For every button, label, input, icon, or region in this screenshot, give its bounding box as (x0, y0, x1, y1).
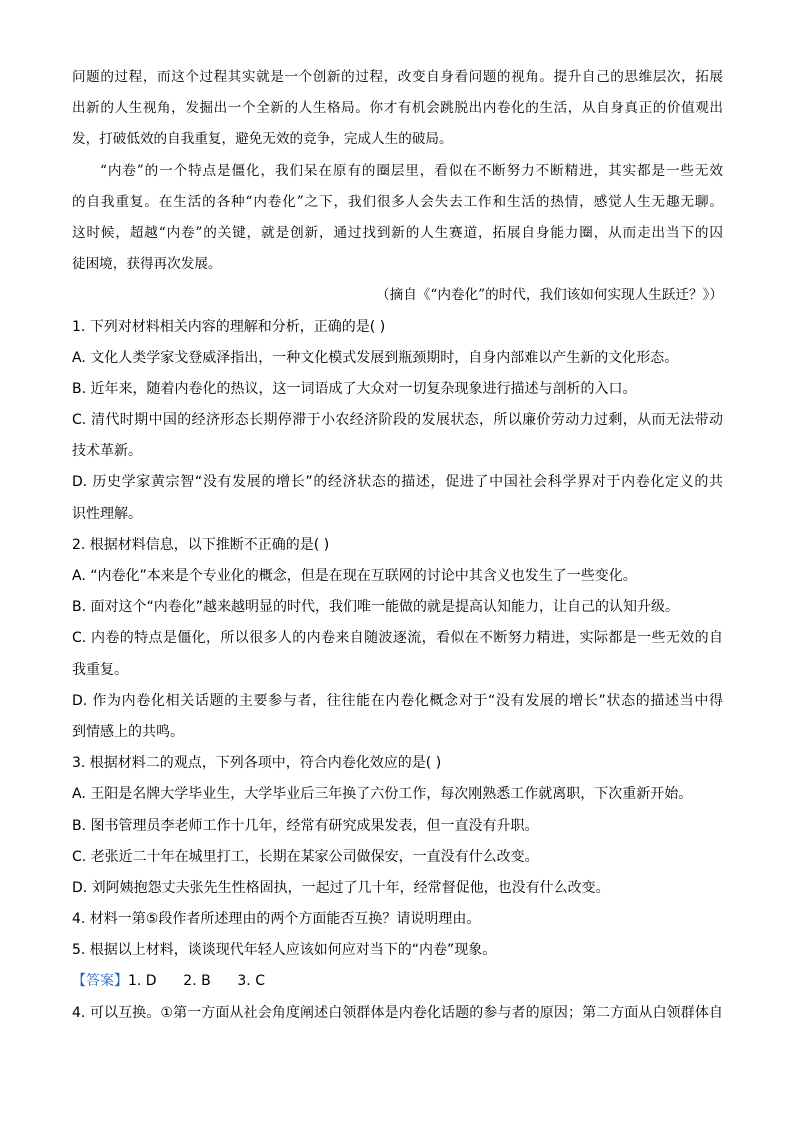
passage-line: 发，打破低效的自我重复，避免无效的竞争，完成人生的破局。 (72, 131, 453, 148)
passage-line: 的自我重复。在生活的各种“内卷化”之下，我们很多人会失去工作和生活的热情，感觉人生无趣无聊。 (72, 193, 723, 210)
option-d-cont: 识性理解。 (72, 505, 142, 522)
option-a: A. 文化人类学家戈登威泽指出，一种文化模式发展到瓶颈期时，自身内部难以产生新的文化形态。 (72, 349, 679, 366)
option-d: D. 刘阿姨抱怨丈夫张先生性格固执，一起过了几十年，经常督促他，也没有什么改变。 (72, 879, 610, 896)
passage (72, 62, 723, 312)
answer-q4: 4. 可以互换。①第一方面从社会角度阐述白领群体是内卷化话题的参与者的原因；第二方面从白领群体自 (72, 1004, 723, 1021)
option-a: A. 王阳是名牌大学毕业生，大学毕业后三年换了六份工作，每次刚熟悉工作就离职，下次重新开始。 (72, 786, 693, 803)
option-c: C. 内卷的特点是僵化，所以很多人的内卷来自随波逐流，看似在不断努力精进，实际都是一些无效的自 (72, 630, 723, 647)
answer-choices: 1. D 2. B 3. C (128, 973, 265, 990)
option-c: C. 老张近二十年在城里打工，长期在某家公司做保安，一直没有什么改变。 (72, 848, 539, 865)
option-d: D. 作为内卷化相关话题的主要参与者，往往能在内卷化概念对于“没有发展的增长”状态的描述当中得 (72, 692, 723, 709)
document-page (72, 62, 723, 1029)
question-4: 4. 材料一第⑤段作者所述理由的两个方面能否互换？请说明理由。 (72, 911, 481, 928)
citation: （摘自《“内卷化”的时代，我们该如何实现人生跃迁？》） (376, 287, 723, 304)
passage-line: 问题的过程，而这个过程其实就是一个创新的过程，改变自身看问题的视角。提升自己的思维层次，拓展 (72, 69, 723, 85)
option-b: B. 面对这个“内卷化”越来越明显的时代，我们唯一能做的就是提高认知能力，让自己的认知升级。 (72, 599, 680, 616)
question-2 (72, 530, 723, 748)
option-b: B. 近年来，随着内卷化的热议，这一词语成了大众对一切复杂现象进行描述与剖析的入口。 (72, 380, 637, 397)
option-c-cont: 技术革新。 (72, 443, 142, 460)
passage-line: 徒困境，获得再次发展。 (72, 256, 222, 273)
question-stem: 1. 下列对材料相关内容的理解和分析，正确的是( ) (72, 318, 386, 335)
answer-tag: 【答案】 (72, 973, 128, 990)
option-a: A. “内卷化”本来是个专业化的概念，但是在现在互联网的讨论中其含义也发生了一些变化。 (72, 568, 637, 584)
question-stem: 2. 根据材料信息，以下推断不正确的是( ) (72, 536, 330, 553)
option-c: C. 清代时期中国的经济形态长期停滞于小农经济阶段的发展状态，所以廉价劳动力过剩，从而无法带动 (72, 412, 723, 429)
question-stem: 3. 根据材料二的观点，下列各项中，符合内卷化效应的是( ) (72, 755, 442, 772)
question-1 (72, 312, 723, 530)
answer-line (72, 966, 723, 997)
question-3 (72, 748, 723, 904)
option-c-cont: 我重复。 (72, 661, 128, 678)
option-d: D. 历史学家黄宗智“没有发展的增长”的经济状态的描述，促进了中国社会科学界对于内卷化定义的共 (72, 474, 723, 491)
passage-line: 这时候，超越“内卷”的关键，就是创新，通过找到新的人生赛道，拓展自身能力圈，从而走出当下的囚 (72, 224, 723, 241)
question-5: 5. 根据以上材料，谈谈现代年轻人应该如何应对当下的“内卷”现象。 (72, 942, 497, 959)
passage-line: 出新的人生视角，发掘出一个全新的人生格局。你才有机会跳脱出内卷化的生活，从自身真正的价值观出 (72, 100, 723, 117)
option-d-cont: 到情感上的共鸣。 (72, 723, 184, 740)
option-b: B. 图书管理员李老师工作十几年，经常有研究成果发表，但一直没有升职。 (72, 817, 539, 834)
passage-line: “内卷”的一个特点是僵化，我们呆在原有的圈层里，看似在不断努力不断精进，其实都是一些无效 (100, 162, 723, 179)
